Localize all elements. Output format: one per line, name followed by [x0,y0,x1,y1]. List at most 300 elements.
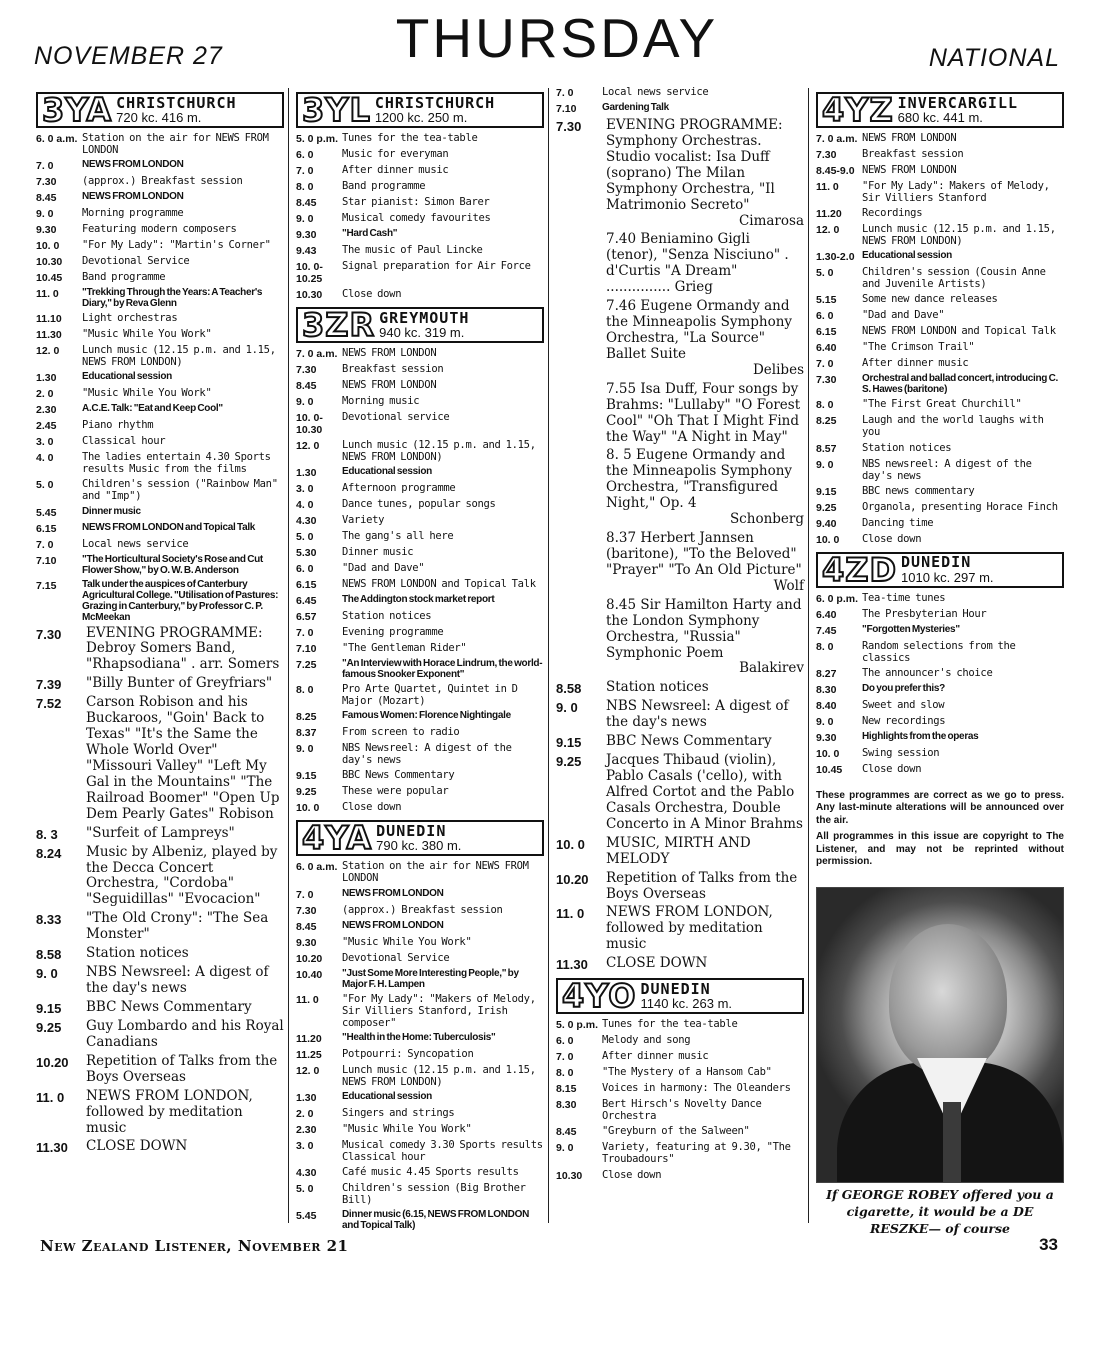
schedule-time: 10. 0-10.25 [296,261,323,285]
schedule-time: 2. 0 [36,388,54,401]
schedule-row [296,920,544,933]
schedule-time: 9.25 [36,1020,62,1036]
schedule-time: 10.30 [36,256,63,269]
schedule-time: 7.30 [296,364,317,376]
schedule-row [556,1050,804,1063]
schedule-time: 5. 0 [816,267,834,280]
schedule-time: 5.45 [36,506,57,519]
schedule-time: 9.30 [36,224,57,237]
schedule-time: 7.25 [296,659,317,672]
schedule-time: 5. 0 p.m. [296,133,339,145]
schedule-item: EVENING PROGRAMME: Debroy Somers Band, "Rhapsodiana" . arr. Somers [86,624,280,673]
schedule-item: Dance tunes, popular songs [342,498,496,511]
schedule-item: The Presbyterian Hour [862,607,987,620]
schedule-item: The ladies entertain 4.30 Sports results Music from the films [82,451,271,476]
schedule-row [296,132,544,145]
schedule-time: 9. 0 [816,458,834,471]
evening-text: 8. 5 Eugene Ormandy and the Minneapolis Symphony Orchestra, "Transfigured Night," Op. 4 [606,447,793,512]
composer: Balakirev [739,660,804,677]
evening-row [556,232,804,296]
schedule-item: Music by Albeniz, played by the Decca Concert Orchestra, "Cordoba" "Seguidillas" "Evocacion" [86,843,278,908]
evening-item [606,598,804,678]
schedule-item: Dinner music (6.15, NEWS FROM LONDON and Topical Talk) [342,1209,530,1232]
station-info [376,823,461,854]
portrait-photo [816,887,1064,1183]
schedule-item: Station notices [606,679,709,696]
station-name: GREYMOUTH [379,308,470,327]
schedule-row [296,244,544,257]
schedule-time: 8.24 [36,845,62,861]
schedule-time: 7. 0 [556,87,574,99]
schedule-item: "An Interview with Horace Lindrum, the world-famous Snooker Exponent" [342,658,543,681]
schedule-item: Guy Lombardo and his Royal Canadians [86,1018,284,1050]
schedule-row [36,132,284,156]
schedule-item: Local news service [82,537,189,550]
column-rule [808,88,809,1223]
schedule-time: 8.45 [296,197,317,209]
schedule-item: Station on the air for NEWS FROM LONDON [342,860,529,885]
station-name: CHRISTCHURCH [116,93,237,112]
schedule-item: Station on the air for NEWS FROM LONDON [82,132,269,157]
evening-text: EVENING PROGRAMME: Symphony Orchestras. Studio vocalist: Isa Duff (soprano) The Milan Symphony Orchestra, "Il Matrimonio Secreto" [606,117,783,213]
schedule-item: Jacques Thibaud (violin), Pablo Casals ('cello), with Alfred Cortot and the Pablo Casals Orchestra, Double Concerto in A Minor Brahms [606,752,803,832]
station-name: INVERCARGILL [897,93,1019,112]
schedule-row [816,132,1064,145]
schedule-row [816,164,1064,177]
station-frequency: 940 kc. 319 m. [379,325,465,341]
schedule-row [296,514,544,527]
schedule-time: 11. 0 [36,1089,65,1105]
schedule-time [556,531,606,595]
evening-item [606,382,804,446]
schedule-item: NBS newsreel: A digest of the day's news [862,457,1032,482]
schedule-time: 7.52 [36,696,62,712]
schedule-time: 8.27 [816,667,837,680]
schedule-time: 7.30 [36,176,57,189]
schedule-item: (approx.) Breakfast session [82,175,243,188]
schedule-item: "Surfeit of Lampreys" [86,824,235,841]
schedule-row [816,398,1064,411]
schedule-time: 9.40 [816,517,837,530]
schedule-row [556,1125,804,1138]
schedule-row [556,905,804,953]
schedule-row [36,312,284,325]
schedule-item: "Just Some More Interesting People," by Major F. H. Lampen [342,967,519,990]
schedule-item: Variety [342,514,385,527]
schedule-item: Repetition of Talks from the Boys Overseas [606,869,798,902]
schedule-row [556,1098,804,1122]
column-rule [288,88,289,1223]
schedule-item: NEWS FROM LONDON [342,887,444,899]
schedule-row [816,373,1064,395]
schedule-time: 6. 0 a.m. [296,861,338,874]
schedule-row [816,357,1064,370]
schedule-item: Morning programme [82,207,184,220]
schedule-row [296,260,544,285]
schedule-item: Breakfast session [342,363,444,375]
schedule-item: Swing session [862,746,940,759]
schedule-item: "Dad and Dave" [862,309,945,322]
schedule-row [36,478,284,502]
schedule-time: 7. 0 [296,888,314,901]
header-day: THURSDAY [395,7,719,69]
schedule-item: "Music While You Work" [82,328,212,341]
schedule-time [556,598,606,678]
schedule-item: After dinner music [602,1050,709,1063]
schedule-time [556,232,606,296]
schedule-item: NEWS FROM LONDON [862,164,957,176]
schedule-time: 8.15 [556,1083,577,1096]
schedule-time: 9. 0 [296,396,314,408]
station-header [36,92,284,128]
schedule-item: Voices in harmony: The Oleanders [602,1082,791,1095]
schedule-time: 11.30 [36,1140,68,1156]
schedule-time: 6.15 [816,326,837,339]
schedule-row [296,904,544,917]
schedule-time: 6.57 [296,611,317,624]
schedule-time: 9.15 [296,770,317,783]
schedule-item: Close down [342,801,402,814]
schedule-row [36,579,284,623]
schedule-time: 3. 0 [36,436,54,449]
schedule-time: 7. 0 [296,165,314,177]
station-header [296,820,544,856]
schedule-row [296,968,544,990]
station-header [816,552,1064,588]
schedule-row [296,530,544,543]
schedule-time: 2.30 [296,1123,317,1136]
schedule-time: 11. 0 [556,906,585,922]
schedule-row [296,1064,544,1088]
schedule-time: 9. 0 [36,208,54,221]
schedule-item: BBC News Commentary [606,733,772,750]
schedule-row [816,207,1064,220]
schedule-item: NEWS FROM LONDON, followed by meditation music [606,904,773,953]
schedule-row [816,517,1064,530]
schedule-row [816,763,1064,776]
schedule-time: 6.15 [296,579,317,592]
schedule-row [36,626,284,674]
schedule-item: Tunes for the tea-table [602,1018,738,1031]
schedule-row [556,734,804,750]
schedule-item: NEWS FROM LONDON and Topical Talk [862,325,1056,338]
schedule-time: 6.40 [816,342,837,355]
schedule-row [296,148,544,161]
schedule-row [816,699,1064,712]
schedule-time: 10. 0 [296,802,320,815]
schedule-item: Dinner music [342,546,414,559]
schedule-item: The announcer's choice [862,666,993,679]
schedule-row [816,414,1064,438]
press-notice: These programmes are correct as we go to press. Any last-minute alterations will be announced over the air. [816,789,1064,826]
schedule-time: 6. 0 a.m. [36,133,78,145]
station-header [296,92,544,128]
schedule-row [556,1169,804,1182]
evening-text: 7.46 Eugene Ormandy and the Minneapolis Symphony Orchestra, "La Source" Ballet Suite [606,298,793,362]
schedule-item: Dancing time [862,516,934,529]
composer: Schonberg [729,511,804,528]
schedule-item: Some new dance releases [862,293,998,306]
schedule-item: NEWS FROM LONDON [342,919,444,931]
station-frequency: 1140 kc. 263 m. [640,996,733,1012]
schedule-row [296,993,544,1029]
schedule-time: 9.30 [296,936,317,949]
schedule-item: Devotional Service [342,951,450,964]
schedule-item: Band programme [82,271,166,284]
schedule-item: "The Mystery of a Hansom Cab" [602,1066,772,1079]
schedule-row [36,554,284,576]
schedule-time: 9.25 [296,786,317,799]
schedule-time: 8. 0 [296,684,314,697]
schedule-item: Afternoon programme [342,482,456,495]
schedule-time: 10.45 [816,763,843,776]
schedule-item: Classical hour [82,435,166,448]
schedule-row [36,207,284,220]
schedule-time: 7. 0 a.m. [296,348,338,360]
schedule-item: Educational session [862,250,952,262]
schedule-row [556,1034,804,1047]
schedule-time: 9.30 [296,229,317,241]
schedule-row [296,411,544,436]
schedule-row [296,363,544,376]
schedule-item: Close down [342,288,402,300]
schedule-time: 8. 0 [296,181,314,193]
schedule-item: NEWS FROM LONDON [862,132,957,144]
evening-row [556,382,804,446]
schedule-row [36,538,284,551]
schedule-row [556,102,804,115]
schedule-item: Music for everyman [342,148,449,160]
schedule-item: Recordings [862,207,923,220]
schedule-item: "Trekking Through the Years: A Teacher's Diary," by Reva Glenn [82,287,263,310]
schedule-item: BBC News Commentary [342,769,455,782]
station-logo: 3YL [302,91,371,129]
station-logo: 3YA [42,91,113,129]
schedule-item: From screen to radio [342,726,460,739]
schedule-item: Tunes for the tea-table [342,132,478,144]
schedule-time: 7. 0 [36,160,54,173]
schedule-time: 6. 0 [556,1035,574,1048]
schedule-time [556,299,606,379]
schedule-item: NEWS FROM LONDON [342,379,437,391]
evening-text: 8.37 Herbert Jannsen (baritone), "To the Beloved" "Prayer" "To An Old Picture" [606,530,802,578]
schedule-item: Repetition of Talks from the Boys Overseas [86,1052,278,1085]
schedule-time: 9.15 [36,1001,62,1017]
schedule-item: Pro Arte Quartet, Quintet in D Major (Mozart) [342,683,518,708]
schedule-time: 8. 0 [816,640,834,653]
schedule-row [296,785,544,798]
schedule-time: 7. 0 [556,1051,574,1064]
schedule-row [36,239,284,252]
schedule-item: NEWS FROM LONDON [342,347,437,359]
evening-row [556,531,804,595]
schedule-row [816,667,1064,680]
schedule-row [36,387,284,400]
schedule-row [36,223,284,236]
schedule-row [816,592,1064,605]
schedule-time: 6.40 [816,608,837,621]
schedule-time: 5. 0 p.m. [556,1019,599,1032]
station-logo: 4YA [302,819,373,858]
station-frequency: 1200 kc. 250 m. [374,110,468,126]
schedule-item: Children's session (Cousin Anne and Juvenile Artists) [862,266,1046,291]
schedule-time: 12. 0 [296,440,320,452]
schedule-time: 8.25 [816,415,837,428]
schedule-row [816,731,1064,744]
schedule-time: 8.45 [36,192,57,205]
schedule-time: 10. 0 [36,240,60,253]
schedule-time: 7.15 [36,579,57,592]
schedule-row [816,250,1064,263]
schedule-time: 8.25 [296,711,317,724]
station-info [379,310,469,341]
evening-row [556,299,804,379]
schedule-row [816,309,1064,322]
schedule-row [816,640,1064,664]
schedule-item: Do you prefer this? [862,682,945,694]
schedule-item: Melody and song [602,1034,691,1047]
schedule-row [816,223,1064,247]
schedule-item: BBC News Commentary [86,999,252,1016]
schedule-item: Morning music [342,395,420,407]
schedule-time: 8.30 [816,683,837,696]
schedule-row [816,747,1064,760]
schedule-item: Lunch music (12.15 p.m. and 1.15, NEWS FROM LONDON) [342,1063,536,1088]
schedule-time: 7.10 [36,554,57,567]
schedule-row [556,86,804,99]
schedule-row [296,952,544,965]
schedule-row [36,175,284,188]
schedule-time: 7.30 [556,119,582,134]
schedule-item: "Greyburn of the Salween" [602,1125,750,1138]
schedule-row [296,710,544,723]
schedule-row [296,594,544,607]
schedule-item: Orchestral and ballad concert, introducing C. S. Hawes (baritone) [862,373,1058,396]
schedule-row [36,1089,284,1137]
evening-text: 7.55 Isa Duff, Four songs by Brahms: "Lullaby" "O Forest Cool" "Oh That I Might Find the Way" "A Night in May" [606,380,801,445]
schedule-item: Organola, presenting Horace Finch [862,500,1058,513]
schedule-row [296,379,544,392]
schedule-item: "The Crimson Trail" [862,341,975,354]
schedule-time: 4. 0 [296,499,314,512]
schedule-row [816,325,1064,338]
schedule-time: 10. 0 [816,533,840,546]
schedule-row [296,1139,544,1163]
schedule-time: 4. 0 [36,452,54,465]
schedule-item: Talk under the auspices of Canterbury Agricultural College. "Utilisation of Pastures: Grazing in Canterbury," by Professor C. P. McMeekan [82,578,279,623]
column-1 [36,86,284,1226]
schedule-item: Random selections from the classics [862,639,1016,664]
schedule-item: Lunch music (12.15 p.m. and 1.15, NEWS FROM LONDON) [82,344,276,369]
schedule-time: 6.15 [36,522,57,535]
schedule-item: Breakfast session [862,148,964,160]
schedule-time: 7. 0 [816,358,834,371]
schedule-time: 7.30 [296,904,317,917]
station-info [898,95,1018,126]
schedule-row [36,1000,284,1016]
schedule-time: 10.30 [296,289,323,301]
schedule-item: Devotional service [342,411,450,423]
schedule-time: 9. 0 [36,966,58,982]
schedule-time: 12. 0 [36,345,60,358]
schedule-item: The music of Paul Lincke [342,244,483,256]
schedule-row [296,180,544,193]
schedule-row [36,676,284,692]
schedule-time: 7.39 [36,677,62,693]
schedule-item: Educational session [342,466,432,478]
schedule-item: Close down [602,1168,662,1181]
schedule-time: 5.30 [296,547,317,560]
schedule-item: "The Gentleman Rider" [342,642,467,655]
schedule-row [296,288,544,301]
schedule-row [36,287,284,309]
schedule-time: 11. 0 [816,181,839,193]
station-header [556,978,804,1014]
schedule-time: 4.30 [296,1166,317,1179]
schedule-row [816,485,1064,498]
schedule-item: Lunch music (12.15 p.m. and 1.15, NEWS FROM LONDON) [862,223,1056,248]
schedule-row [816,458,1064,482]
schedule-item: Evening programme [342,626,444,639]
schedule-time: 8.45-9.0 [816,165,855,177]
schedule-row [556,699,804,731]
schedule-row [36,946,284,962]
schedule-time: 8.37 [296,727,317,740]
schedule-time: 1.30 [36,372,57,385]
schedule-item: Station notices [86,945,189,962]
schedule-item: Potpourri: Syncopation [342,1047,474,1060]
composer: Wolf [773,577,804,594]
schedule-time: 2.30 [36,404,57,417]
schedule-time: 9.25 [816,501,837,514]
evening-item [606,531,804,595]
schedule-row [296,860,544,884]
schedule-item: Children's session (Big Brother Bill) [342,1181,526,1206]
schedule-item: NBS Newsreel: A digest of the day's news [342,742,512,767]
schedule-row [296,228,544,241]
station-logo: 4YO [562,977,637,1016]
schedule-time: 8. 0 [816,399,834,412]
station-info [901,554,994,585]
schedule-time: 10.30 [556,1169,583,1182]
schedule-time: 7. 0 a.m. [816,133,858,145]
schedule-time: 1.30 [296,467,317,480]
schedule-row [296,482,544,495]
station-info [116,95,236,126]
schedule-row [296,439,544,463]
schedule-time: 2. 0 [296,1107,314,1120]
schedule-row [36,451,284,475]
schedule-time: 11.25 [296,1048,322,1061]
schedule-item: These were popular [342,785,449,798]
schedule-item: A.C.E. Talk: "Eat and Keep Cool" [82,403,223,415]
schedule-item: Featuring modern composers [82,223,237,236]
schedule-item: Station notices [862,441,952,454]
schedule-row [296,1182,544,1206]
schedule-time: 9.15 [816,485,837,498]
schedule-time: 1.30-2.0 [816,251,855,264]
schedule-time: 8. 3 [36,826,58,842]
schedule-item: Local news service [602,86,709,98]
schedule-time: 7.45 [816,624,837,637]
schedule-row [36,371,284,384]
schedule-time: 9.25 [556,754,582,770]
schedule-time: 11.20 [816,208,842,221]
schedule-time: 6.45 [296,595,317,608]
schedule-row [296,726,544,739]
schedule-item: "The Old Crony": "The Sea Monster" [86,910,269,943]
schedule-item: MUSIC, MIRTH AND MELODY [606,834,751,867]
